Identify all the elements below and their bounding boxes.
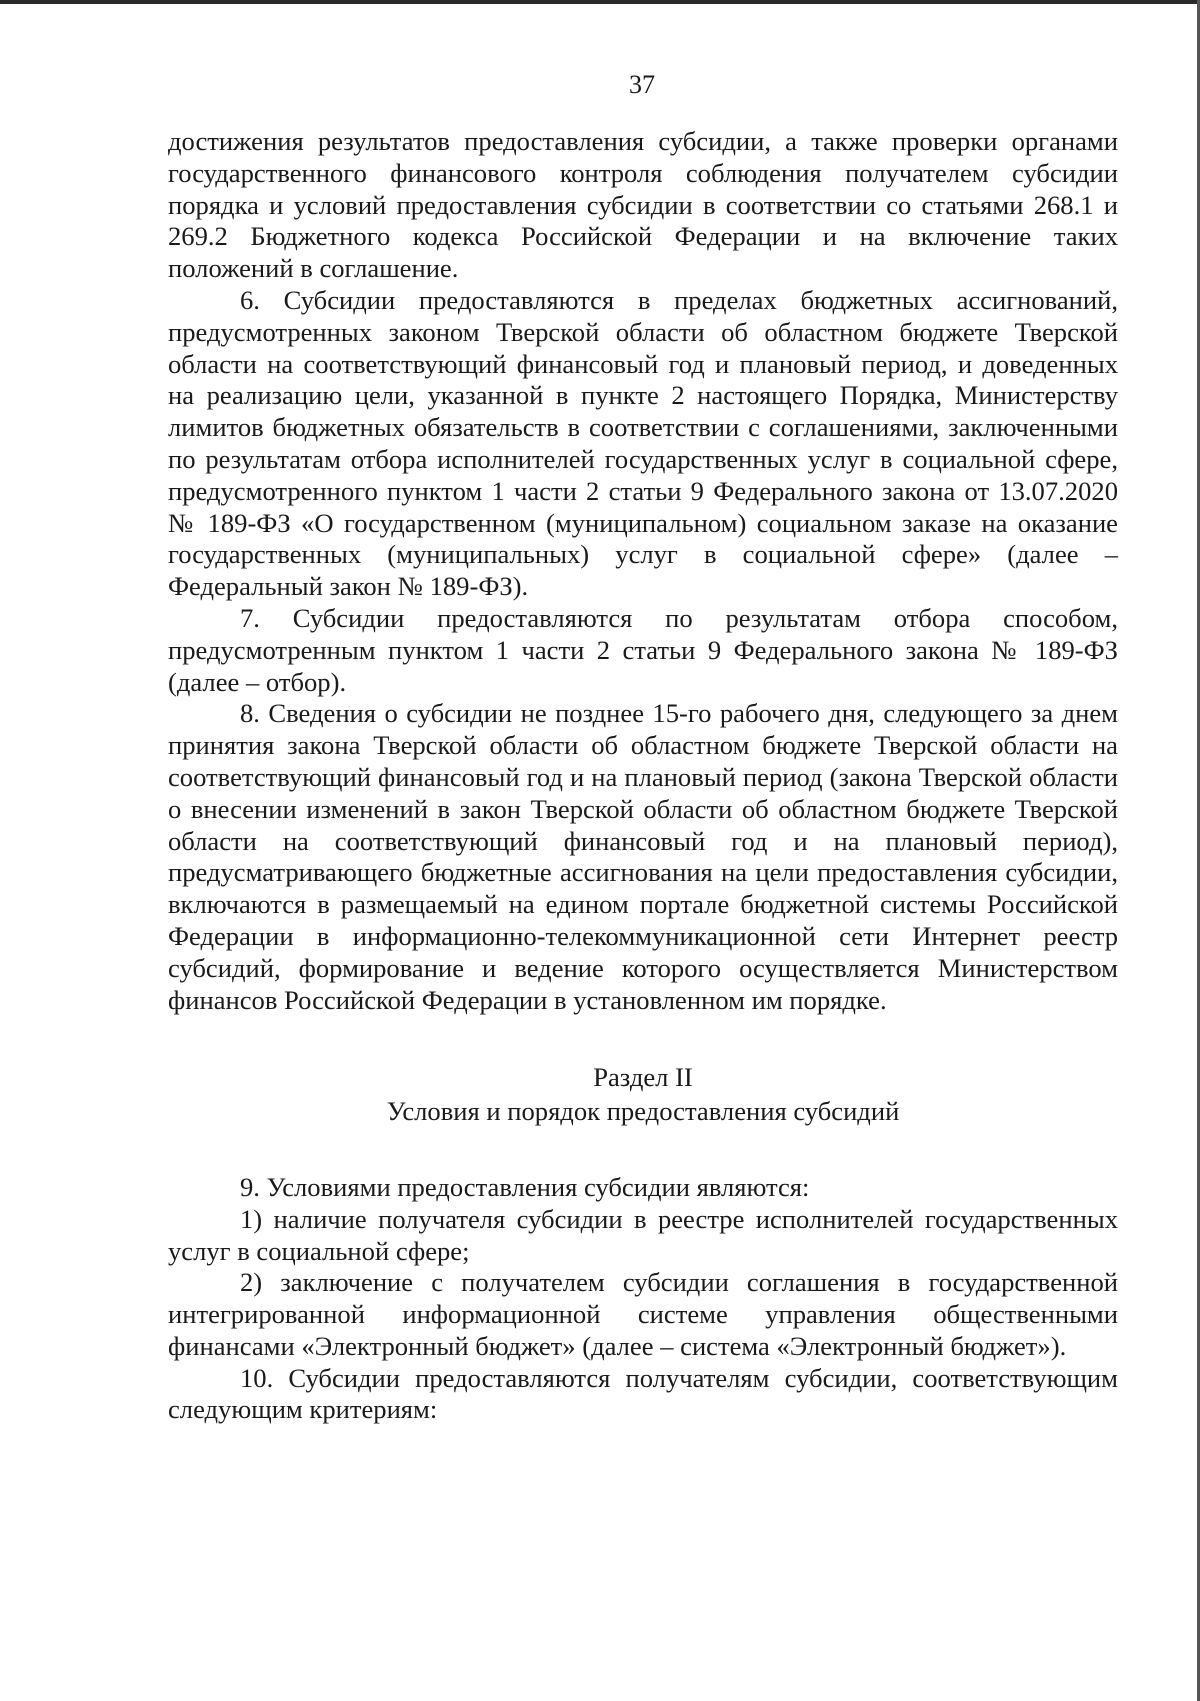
section-number: Раздел II [593, 1062, 693, 1093]
page-number: 37 [629, 70, 655, 99]
paragraph-7: 7. Субсидии предоставляются по результатам отбора способом, предусмотренным пунктом 1 части 2 статьи 9 Федерального закона № 189-ФЗ (далее – отбор). [168, 602, 1118, 697]
scan-edge-top [0, 0, 1200, 4]
paragraph-10: 10. Субсидии предоставляются получателям субсидии, соответствующим следующим критериям: [168, 1362, 1118, 1425]
paragraph-continuation: достижения результатов предоставления субсидии, а также проверки органами государственного финансового контроля соблюдения получателем субсидии порядка и условий предоставления субсидии в соответствии со статьями 268.1 и 269.2 Бюджетного кодекса Российской Федерации и на включение таких положений в соглашение. [168, 126, 1118, 284]
section-title: Условия и порядок предоставления субсидий [386, 1096, 900, 1127]
paragraph-9-item-1: 1) наличие получателя субсидии в реестре исполнителей государственных услуг в социальной сфере; [168, 1203, 1118, 1266]
paragraph-9-item-2: 2) заключение с получателем субсидии соглашения в государственной интегрированной информационной системе управления общественными финансами «Электронный бюджет» (далее – система «Электронный бюджет»). [168, 1267, 1118, 1361]
paragraph-9: 9. Условиями предоставления субсидии являются: [240, 1171, 810, 1202]
paragraph-8: 8. Сведения о субсидии не позднее 15-го рабочего дня, следующего за днем принятия закона Тверской области об областном бюджете Тверской области на соответствующий финансовый год и на плановый период (закона Тверской области о внесении изменений в закон Тверской области об областном бюджете Тверской области на соответствующий финансовый год и на плановый период), предусматривающего бюджетные ассигнования на цели предоставления субсидии, включаются в размещаемый на едином портале бюджетной системы Российской Федерации в информационно-телекоммуникационной сети Интернет реестр субсидий, формирование и ведение которого осуществляется Министерством финансов Российской Федерации в установленном им порядке. [168, 698, 1118, 1015]
paragraph-6: 6. Субсидии предоставляются в пределах бюджетных ассигнований, предусмотренных законом Тверской области об областном бюджете Тверской области на соответствующий финансовый год и плановый период, и доведенных на реализацию цели, указанной в пункте 2 настоящего Порядка, Министерству лимитов бюджетных обязательств в соответствии с соглашениями, заключенными по результатам отбора исполнителей государственных услуг в социальной сфере, предусмотренного пунктом 1 части 2 статьи 9 Федерального закона от 13.07.2020 № 189-ФЗ «О государственном (муниципальном) социальном заказе на оказание государственных (муниципальных) услуг в социальной сфере» (далее – Федеральный закон № 189-ФЗ). [168, 284, 1118, 602]
document-body [168, 126, 1118, 1426]
